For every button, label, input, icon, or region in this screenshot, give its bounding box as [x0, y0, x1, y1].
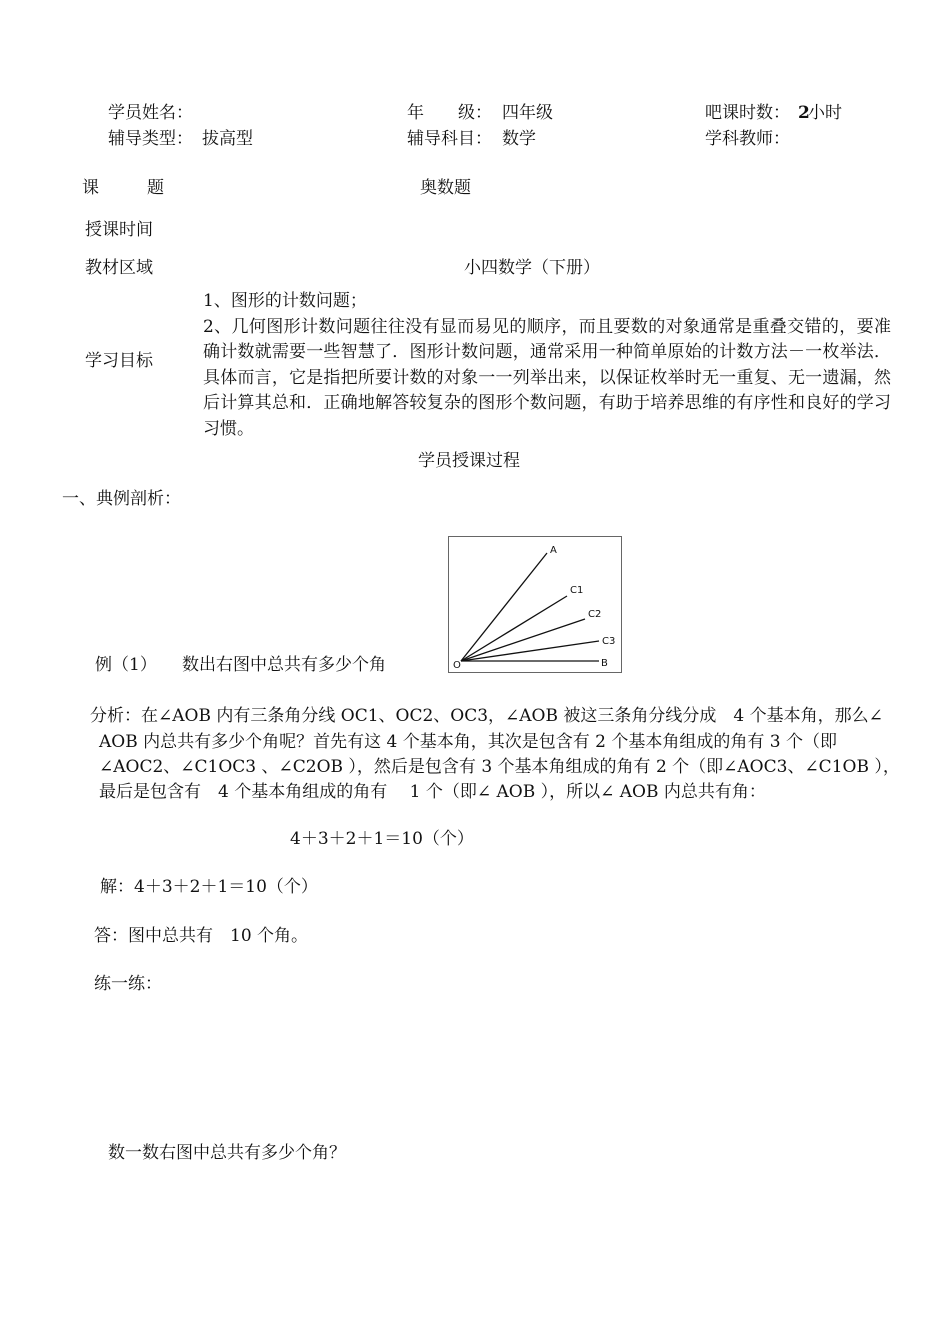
analysis-line-4: 最后是包含有 4 个基本角组成的角有 1 个（即∠ AOB ），所以∠ AOB 内总共有角： — [99, 782, 766, 802]
goal-item-1: 1、图形的计数问题； — [203, 291, 367, 311]
hours-value: 2 — [798, 103, 810, 123]
practice-question: 数一数右图中总共有多少个角？ — [108, 1143, 346, 1163]
time-label: 授课时间 — [85, 220, 153, 240]
practice-label: 练一练： — [94, 974, 162, 994]
analysis-line-1: 分析：在∠AOB 内有三条角分线 OC1、OC2、OC3，∠AOB 被这三条角分线分成 4 个基本角，那么∠ — [90, 706, 883, 726]
ray-oa — [461, 553, 547, 661]
grade-value: 四年级 — [502, 103, 553, 123]
goal-item-2: 2、几何图形计数问题往往没有显而易见的顺序，而且要数的对象通常是重叠交错的，要准确计数就需要一些智慧了．图形计数问题，通常采用一种简单原始的计数方法－一枚举法．具体而言，它是指把所要计数的对象一一列举出来，以保证枚举时无一重复、无一遗漏，然后计算其总和．正确地解答较复杂的图形个数问题，有助于培养思维的有序性和良好的学习习惯。 — [203, 316, 891, 439]
textbook-label: 教材区域 — [85, 258, 153, 278]
textbook-value: 小四数学（下册） — [464, 258, 600, 278]
teacher-label: 学科教师： — [705, 129, 790, 149]
solution: 解：4＋3＋2＋1＝10（个） — [100, 877, 318, 897]
ray-oc2 — [461, 619, 585, 661]
ray-oc1 — [461, 596, 567, 661]
subject-value: 数学 — [502, 129, 536, 149]
answer: 答：图中总共有 10 个角。 — [94, 926, 309, 946]
label-o: O — [453, 660, 461, 671]
process-title: 学员授课过程 — [418, 451, 520, 471]
grade-label: 年 级： — [407, 103, 492, 123]
example-question: 数出右图中总共有多少个角 — [182, 655, 386, 675]
hours-label: 吧课时数： — [705, 103, 790, 123]
student-name-label: 学员姓名： — [108, 103, 193, 123]
angle-diagram — [449, 537, 621, 672]
topic-value: 奥数题 — [420, 178, 471, 198]
topic-label-2: 题 — [147, 178, 164, 198]
tutor-type-label: 辅导类型： — [108, 129, 193, 149]
label-b: B — [601, 658, 608, 669]
goal-content — [203, 289, 891, 442]
section-title: 一、典例剖析： — [62, 489, 181, 509]
label-c2: C2 — [588, 609, 602, 620]
tutor-type-value: 拔高型 — [202, 129, 253, 149]
example-label: 例（1） — [95, 655, 157, 675]
angle-figure — [448, 536, 622, 673]
formula: 4＋3＋2＋1＝10（个） — [290, 829, 474, 849]
label-a: A — [550, 545, 557, 556]
ray-oc3 — [461, 641, 599, 661]
goal-label: 学习目标 — [85, 351, 153, 371]
analysis-line-3: ∠AOC2、∠C1OC3 、∠C2OB ），然后是包含有 3 个基本角组成的角有 2 个（即∠AOC3、∠C1OB ）， — [99, 757, 900, 777]
label-c3: C3 — [602, 636, 616, 647]
hours-unit: 小时 — [808, 103, 842, 123]
subject-label: 辅导科目： — [407, 129, 492, 149]
topic-label-1: 课 — [82, 178, 99, 198]
label-c1: C1 — [570, 585, 584, 596]
analysis-line-2: AOB 内总共有多少个角呢？首先有这 4 个基本角，其次是包含有 2 个基本角组成的角有 3 个（即 — [99, 732, 837, 752]
